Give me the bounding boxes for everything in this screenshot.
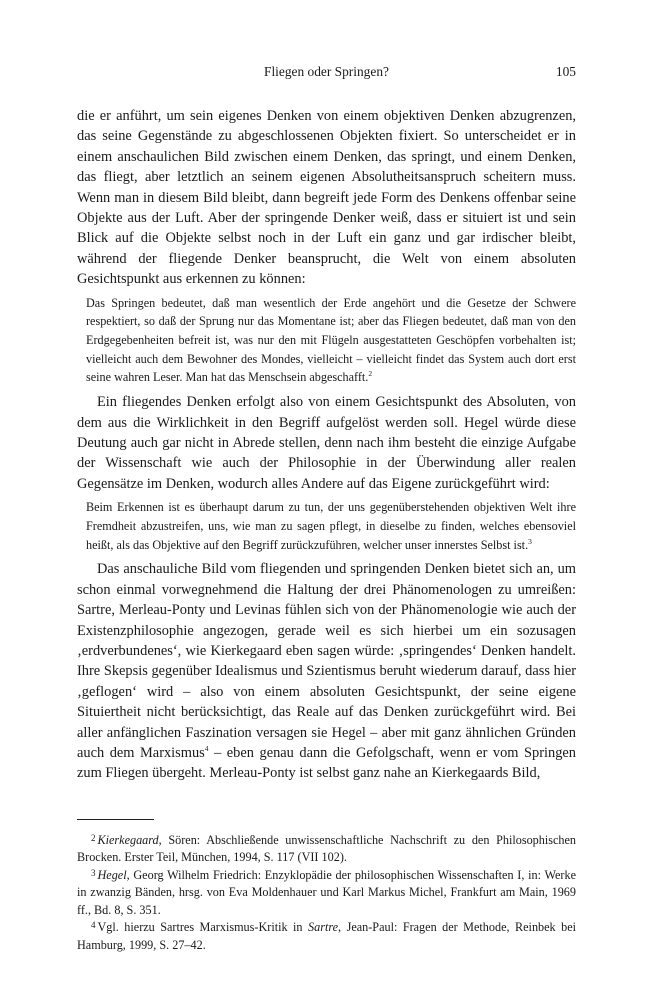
footnote-lead: Vgl. hierzu Sartres Marxismus-Kritik in (97, 920, 309, 935)
footnote-4 (77, 919, 576, 954)
footnote-author: Sartre (308, 920, 339, 935)
footnote-text: , Georg Wilhelm Friedrich: Enzyklopädie der philosophischen Wissenschaften I, in: Werke in zwanzig Bänden, hrsg. von Eva Moldenhauer und Karl Markus Michel, Frankfurt am Main, 1969 ff., Bd. 8, S. 351. (77, 867, 576, 917)
paragraph-3 (77, 559, 576, 783)
footnote-number: 3 (91, 867, 96, 878)
footnote-ref-2[interactable]: 2 (368, 369, 373, 379)
footnotes (77, 832, 576, 955)
quote-text: Beim Erkennen ist es überhaupt darum zu tun, der uns gegenüberstehenden objektiven Welt ihre Fremdheit abzustreifen, uns, wie man zu sagen pflegt, in dieselbe zu finden, welches ebensoviel heißt, als das Objektive auf den Begriff zurückzuführen, welcher unser innerstes Selbst ist. (86, 500, 576, 552)
paragraph-1: die er anführt, um sein eigenes Denken von einem objektiven Denken abzugrenzen, das seine Gegenstände zu abgeschlossenen Objekten fixiert. So unterscheidet er in einem anschaulichen Bild zwischen einem Denken, das springt, und einem Denken, das fliegt, aber letztlich an seinem eigenen Absolutheitsanspruch scheitern muss. Wenn man in diesem Bild bleibt, dann begreift jede Form des Denkens offenbar seine Objekte aus der Luft. Aber der springende Denker weiß, dass er situiert ist und sein Blick auf die Objekte selbst noch in der Luft ein ganz und gar irdischer bleibt, während der fliegende Denker beansprucht, die Welt von einem absoluten Gesichtspunkt aus erkennen zu können: (77, 108, 576, 288)
paragraph-2: Ein fliegendes Denken erfolgt also von einem Gesichtspunkt des Absoluten, von dem aus die Wirklichkeit in den Begriff aufgelöst werden soll. Hegel würde diese Deutung auch gar nicht in Abrede stellen, denn nach ihm besteht die einzige Aufgabe der Wissenschaft wie auch der Philosophie in der Überwindung aller realen Gegensätze im Denken, wodurch alles Andere auf das Eigene zurückgeführt wird: (77, 394, 576, 492)
paragraph-3-text-a: Das anschauliche Bild vom fliegenden und springenden Denken bietet sich an, um schon einmal vorwegnehmend die Haltung der drei Phänomenologen zu umreißen: Sartre, Merleau-Ponty und Levinas fühlen sich von der Phänomenologie wie auch der Existenzphilosophie angezogen, gerade weil es sich hierbei um ein sozusagen ‚erdverbundenes‘, wie Kierkegaard eben sagen würde: ‚springendes‘ Denken handelt. Ihre Skepsis gegenüber Idealismus und Szientismus beruht wiederum darauf, dass hier ‚geflogen‘ wird – also von einem absoluten Gesichtspunkt, der seine eigene Situiertheit nicht berücksichtigt, das Reale auf das Denken zurückgeführt wird. Bei aller anfänglichen Faszination versagen sie Hegel – aber mit ganz ähnlichen Gründen auch dem Marxismus (77, 561, 576, 761)
footnote-number: 2 (91, 832, 96, 843)
quote-text: Das Springen bedeutet, daß man wesentlich der Erde angehört und die Gesetze der Schwere respektiert, so daß der Sprung nur das Momentane ist; aber das Fliegen bedeutet, daß man von den Erdgegebenheiten befreit ist, was nur den mit Flügeln ausgestatteten Geschöpfen vorbehalten ist; vielleicht auch dem Bewohner des Mondes, vielleicht – vielleicht findet das System auch dort erst seine wahren Leser. Man hat das Menschsein abgeschafft. (86, 295, 576, 385)
footnote-ref-3[interactable]: 3 (528, 536, 532, 546)
footnote-author: Kierkegaard (97, 832, 159, 847)
block-quote-kierkegaard (77, 294, 576, 388)
footnote-number: 4 (91, 920, 96, 931)
paragraph-3-text-b: – eben genau dann die Gefolgschaft, wenn er vom Springen zum Fliegen übergeht. Merleau-Ponty ist selbst ganz nahe an Kierkegaards Bild, (77, 744, 576, 782)
footnote-text: , Jean-Paul: Fragen der Methode, Reinbek bei Hamburg, 1999, S. 27–42. (77, 920, 577, 952)
block-quote-hegel (77, 498, 576, 554)
page-number: 105 (555, 64, 576, 79)
footnote-author: Hegel (97, 867, 127, 882)
footnote-separator (77, 819, 154, 820)
running-title: Fliegen oder Springen? (264, 64, 389, 79)
page-body (77, 106, 576, 954)
page-header (77, 64, 576, 84)
footnote-ref-4[interactable]: 4 (204, 744, 209, 754)
footnote-2 (77, 832, 576, 867)
footnote-text: , Sören: Abschließende unwissenschaftliche Nachschrift zu den Philosophischen Brocken. Erster Teil, München, 1994, S. 117 (VII 102). (77, 832, 576, 865)
footnote-3 (77, 867, 576, 920)
